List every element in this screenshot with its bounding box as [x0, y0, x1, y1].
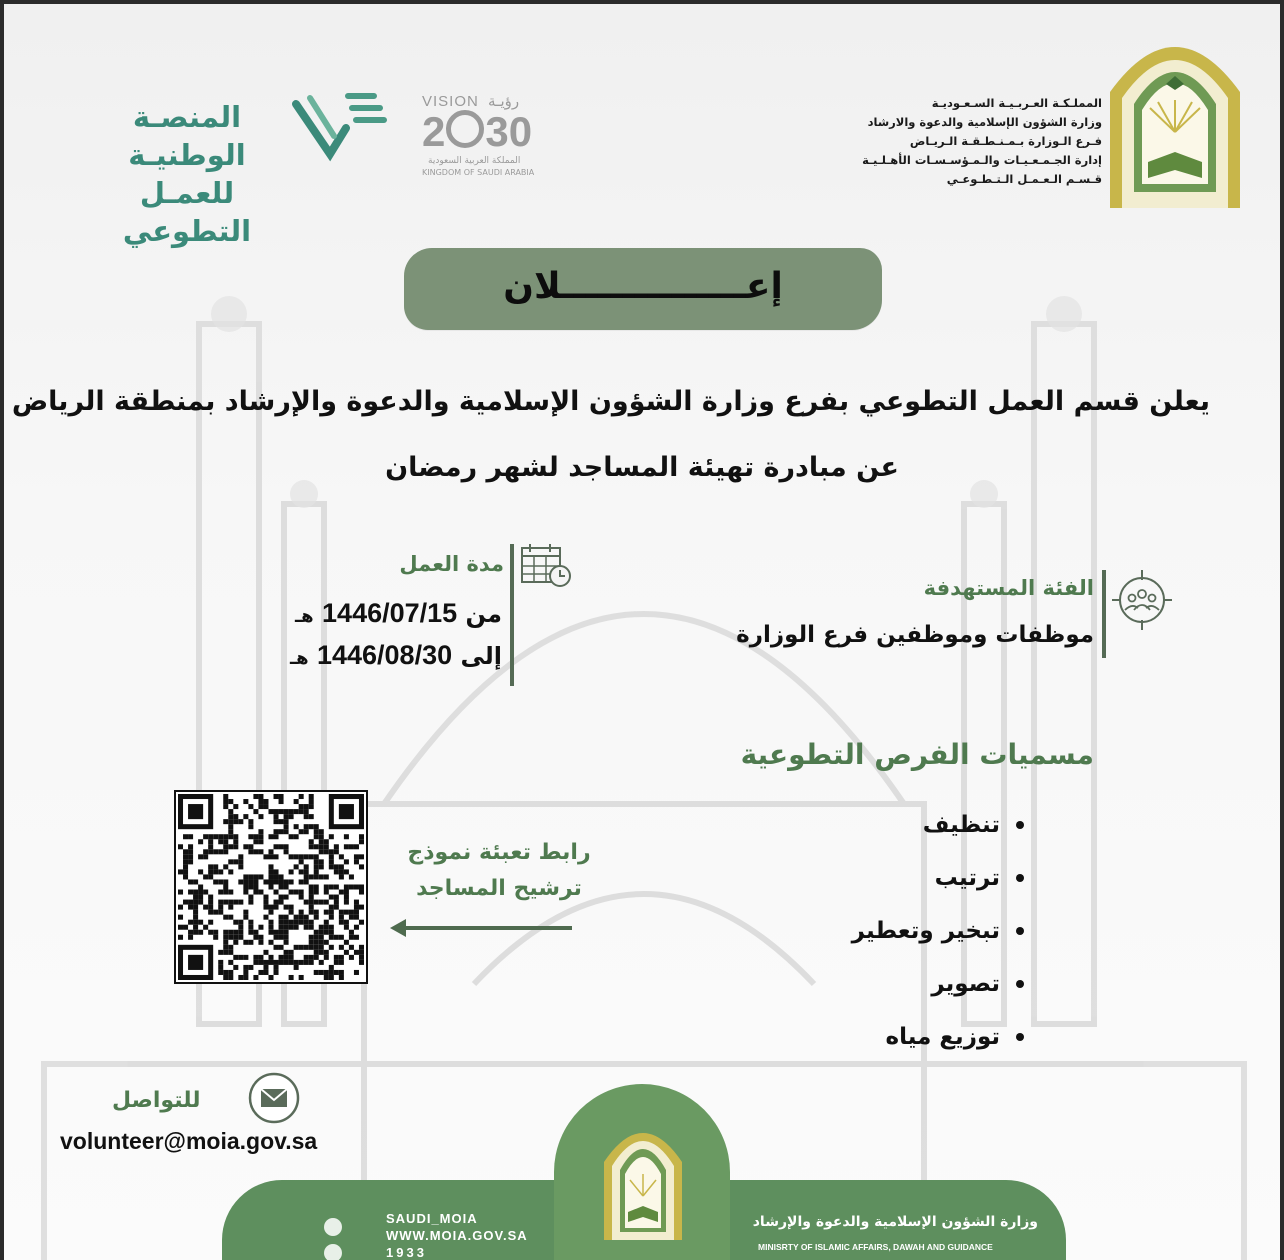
announcement-poster — [4, 4, 1280, 1260]
platform-line2: للعمـل التطوعي — [122, 176, 252, 248]
email-icon — [248, 1072, 300, 1124]
target-group-icon — [1112, 570, 1172, 630]
form-link-line1: رابط تعبئة نموذج — [407, 840, 591, 865]
ministry-header-lines — [862, 94, 1102, 189]
header-line: فـرع الـوزارة بـمـنـطـقـة الـريـاض — [909, 134, 1102, 148]
contact-label: للتواصل — [112, 1088, 201, 1113]
list-item: تنظيف — [724, 798, 1024, 851]
footer-ministry-en: MINISRTY OF ISLAMIC AFFAIRS, DAWAH AND GUIDANCE — [758, 1242, 993, 1252]
footer-ministry-logo — [598, 1110, 688, 1240]
header-line: إدارة الجـمـعـيـات والـمـؤسـسـات الأهـلـيـة — [862, 153, 1102, 167]
to-prefix: إلى — [460, 642, 502, 670]
header-line: وزارة الشؤون الإسلامية والدعوة والارشاد — [867, 115, 1102, 129]
form-link-line2: ترشيح المساجد — [416, 876, 582, 901]
from-suffix: هـ — [295, 606, 314, 627]
volunteer-platform-logo-icon — [290, 88, 390, 166]
volunteer-platform-name — [92, 98, 282, 250]
twitter-icon[interactable] — [324, 1218, 342, 1236]
announcement-title: إعـــــــــــــــلان — [503, 266, 783, 307]
social-icons — [322, 1216, 370, 1260]
ministry-logo — [1100, 12, 1250, 208]
vision-arabic: رؤيـة — [488, 93, 520, 110]
vision-year-part: 30 — [485, 108, 533, 155]
target-label: الفئة المستهدفة — [923, 576, 1094, 600]
duration-label: مدة العمل — [399, 552, 504, 576]
footer-handle[interactable]: SAUDI_MOIA — [386, 1211, 478, 1226]
vision-year-part: 2 — [422, 108, 446, 155]
list-item: توزيع مياه — [724, 1010, 1024, 1063]
duration-from — [295, 598, 502, 629]
footer-website[interactable]: WWW.MOIA.GOV.SA — [386, 1228, 528, 1243]
target-value: موظفات وموظفين فرع الوزارة — [736, 622, 1094, 648]
header-line: قـسـم الـعـمـل الـتـطـوعـي — [946, 172, 1102, 186]
calendar-clock-icon — [520, 544, 572, 588]
announcement-line1: يعلن قسم العمل التطوعي بفرع وزارة الشؤون الإسلامية والدعوة والإرشاد بمنطقة الرياض — [11, 386, 1210, 417]
opportunities-list — [724, 798, 1024, 1063]
list-item: تصوير — [724, 957, 1024, 1010]
arrow-left-icon — [388, 916, 574, 940]
duration-to — [290, 640, 502, 671]
from-date: 1446/07/15 — [322, 598, 458, 628]
header-line: المملـكـة العـربـيـة السـعـوديـة — [931, 96, 1102, 110]
vision-kingdom-en: KINGDOM OF SAUDI ARABIA — [422, 168, 535, 177]
opportunities-heading: مسميات الفرص التطوعية — [740, 738, 1094, 771]
window-frame-right — [1280, 0, 1284, 1260]
footer-phone: 1933 — [386, 1245, 427, 1260]
platform-line1: المنصـة الوطنيـة — [128, 100, 246, 172]
to-date: 1446/08/30 — [316, 640, 453, 670]
to-suffix: هـ — [289, 648, 309, 669]
instagram-icon[interactable] — [324, 1244, 342, 1260]
from-prefix: من — [465, 600, 502, 628]
duration-divider — [510, 544, 514, 686]
vision-word: VISION — [422, 93, 479, 110]
footer-contact-info — [386, 1210, 528, 1260]
vision-kingdom-ar: المملكة العربية السعودية — [428, 156, 521, 166]
target-divider — [1102, 570, 1106, 658]
contact-email[interactable]: volunteer@moia.gov.sa — [60, 1128, 318, 1154]
footer-ministry-ar: وزارة الشؤون الإسلامية والدعوة والإرشاد — [752, 1214, 1038, 1230]
announcement-line2: عن مبادرة تهيئة المساجد لشهر رمضان — [385, 452, 899, 483]
vision-palm-icon — [446, 110, 484, 148]
qr-code[interactable] — [174, 790, 368, 984]
list-item: تبخير وتعطير — [724, 904, 1024, 957]
list-item: ترتيب — [724, 851, 1024, 904]
qr-code-pattern — [178, 794, 364, 980]
